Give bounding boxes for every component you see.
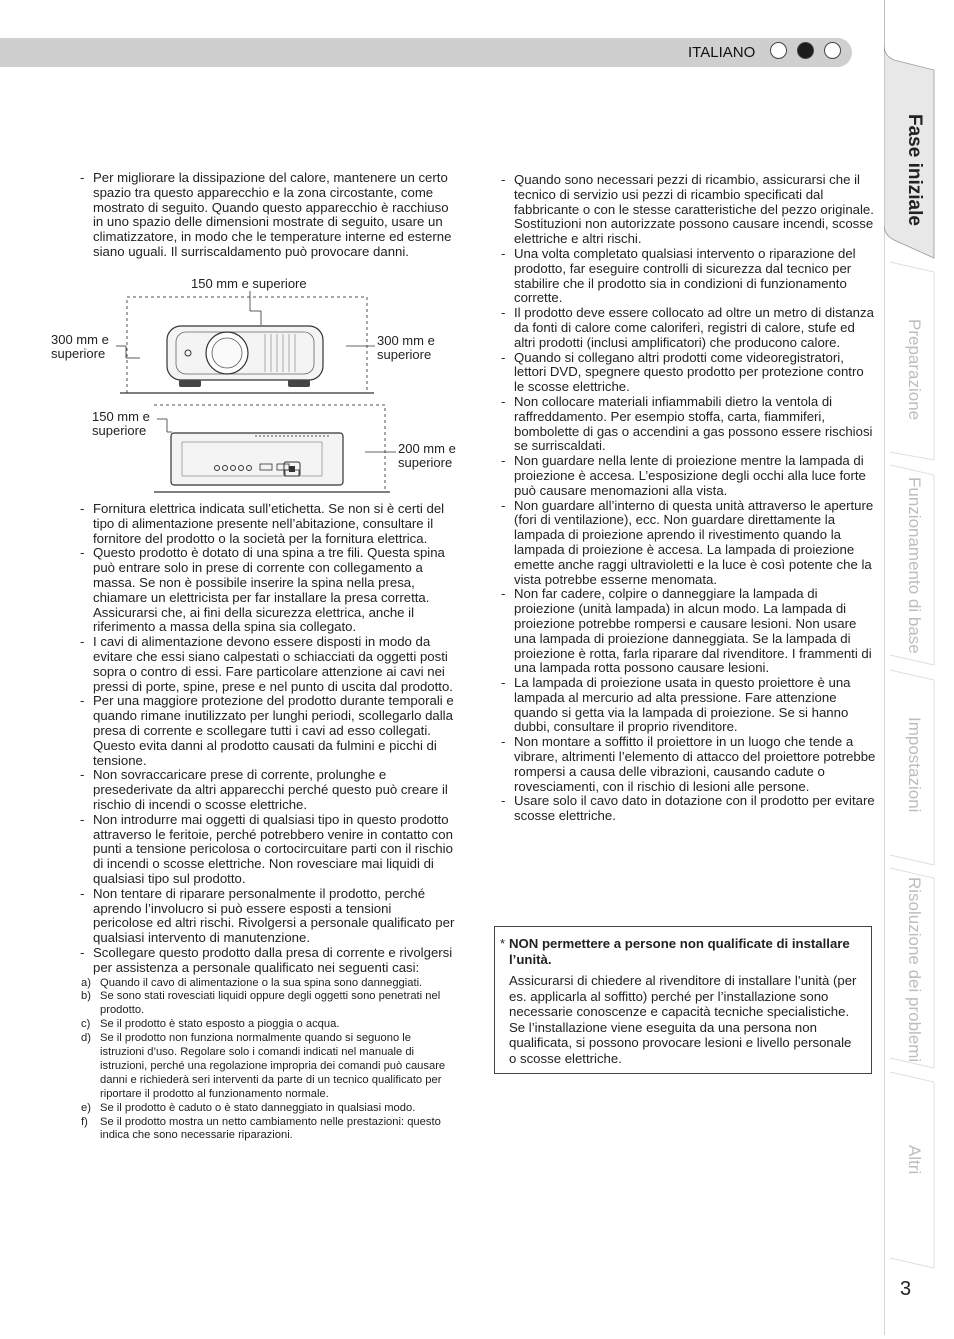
left-column-list xyxy=(77,502,455,1143)
list-item: - Non sovraccaricare prese di corrente, prolunghe e presederivate da altri apparecchi perché questo può creare il rischio di incendi o scosse elettriche. xyxy=(80,767,448,812)
list-item: - Il prodotto deve essere collocato ad oltre un metro di distanza da fonti di calore come caloriferi, registri di calore, stufe ed altri prodotti (inclusi amplificatori) che producono calore. xyxy=(501,305,874,350)
side-right-clearance-label: 200 mm e xyxy=(398,441,456,456)
right-clearance-label: 300 mm e xyxy=(377,333,435,348)
sub-list-item: e) Se il prodotto è caduto o è stato danneggiato in qualsiasi modo. xyxy=(81,1101,416,1114)
sub-list-item: b) Se sono stati rovesciati liquidi oppure degli oggetti sono penetrati nel prodotto. xyxy=(81,990,441,1017)
top-clearance-label: 150 mm e superiore xyxy=(191,276,307,291)
tab-risoluzione-dei-problemi[interactable]: Risoluzione dei problemi xyxy=(905,877,924,1063)
list-item: - Quando sono necessari pezzi di ricambio, assicurarsi che il tecnico di servizio usi pezzi di ricambio specificati dal fabbricante o con le stesse caratteristiche del pezzo originale. Sostituzioni non autorizzate possono causare incendi, scosse elettriche e altri rischi. xyxy=(501,172,874,247)
side-right-clearance-label-2: superiore xyxy=(398,455,453,470)
list-item: - Non guardare all’interno di questa unità attraverso le aperture (fori di ventilazione), ecc. Non guardare direttamente la lampada di proiezione aprendo il rivestimento quando la lampada di proiezione è accesa. La lampada di proiezione emette anche raggi ultravioletti e la luce è così potente che la vista potrebbe esserne menomata. xyxy=(501,497,874,587)
list-item: - Non collocare materiali infiammabili dietro la ventola di raffreddamento. Per esempio stoffa, carta, fiammiferi, bombolette di gas o accendini a gas possono essere rischiosi se surriscaldati. xyxy=(501,393,873,454)
left-clearance-label: 300 mm e xyxy=(51,332,109,347)
section-indicator-circle-active xyxy=(797,42,814,59)
list-item: - Scollegare questo prodotto dalla presa di corrente e rivolgersi per assistenza a personale qualificato nei seguenti casi: xyxy=(80,944,453,975)
section-indicator-circle xyxy=(770,42,787,59)
clearance-diagram xyxy=(40,274,470,500)
list-item: - Usare solo il cavo dato in dotazione con il prodotto per evitare scosse elettriche. xyxy=(501,793,875,824)
right-clearance-label-2: superiore xyxy=(377,347,432,362)
list-item: - Non guardare nella lente di proiezione mentre la lampada di proiezione è accesa. L’esposizione degli occhi alla luce forte può causare menomazioni alla vista. xyxy=(501,453,866,498)
note-marker: * xyxy=(500,936,506,951)
left-clearance-label-2: superiore xyxy=(51,346,106,361)
list-item: - La lampada di proiezione usata in questo proiettore è una lampada al mercurio ad alta pressione. Fare attenzione quando si getta via la lampada di proiezione. Se si hanno dubbi, consultare il proprio rivenditore. xyxy=(501,675,851,735)
installation-warning-box xyxy=(494,926,872,1074)
list-item: - Per una maggiore protezione del prodotto durante temporali e quando rimane inutilizzato per lunghi periodi, scollegarlo dalla presa di corrente e scollegare tutti i cavi ad esso collegati. Questo evita danni al prodotto causati da fulmini e picchi di tensione. xyxy=(80,693,454,768)
tab-funzionamento-di-base[interactable]: Funzionamento di base xyxy=(905,476,924,654)
tab-fase-iniziale[interactable]: Fase iniziale xyxy=(904,114,925,226)
sub-list-item: c) Se il prodotto è stato esposto a pioggia o acqua. xyxy=(81,1018,340,1031)
list-item: - Non montare a soffitto il proiettore in un luogo che tende a vibrare, altrimenti l’elemento di attacco del proiettore potrebbe rompersi a causa delle vibrazioni, causando cadute o rovesciamenti, con il rischio di lesioni alle persone. xyxy=(501,734,876,794)
list-item: - Non tentare di riparare personalmente il prodotto, perché aprendo l’involucro si può essere esposti a tensioni pericolose ed altri rischi. Rivolgersi a personale qualificato per qualsiasi intervento di manutenzione. xyxy=(80,885,455,946)
section-sidebar xyxy=(884,0,954,1339)
sub-list-item: a) Quando il cavo di alimentazione o la sua spina sono danneggiati. xyxy=(81,976,423,989)
list-item: - Quando si collegano altri prodotti come videoregistratori, lettori DVD, spegnere questo prodotto per protezione contro le scosse elettriche. xyxy=(501,349,864,395)
side-top-clearance-label-2: superiore xyxy=(92,423,147,438)
list-item: - Non introdurre mai oggetti di qualsiasi tipo in questo prodotto attraverso le feritoie, perché potrebbero venire in contatto con punti a tensione pericolosa o cortocircuitare parti con il rischio di incendi o scosse elettriche. Non rovesciare mai liquidi di qualsiasi tipo sul prodotto. xyxy=(80,811,453,886)
tab-impostazioni[interactable]: Impostazioni xyxy=(905,717,924,813)
list-item: - Una volta completato qualsiasi intervento o riparazione del prodotto, far eseguire controlli di sicurezza dal tecnico per stabilire che il prodotto sia in condizioni di funzionamento corrette. xyxy=(501,245,856,306)
section-indicator-circle xyxy=(824,42,841,59)
sub-list-item: f) Se il prodotto mostra un netto cambiamento nelle prestazioni: questo indica che sono necessarie riparazioni. xyxy=(81,1115,441,1142)
sub-list-item: d) Se il prodotto non funziona normalmente quando si seguono le istruzioni d’uso. Regolare solo i comandi indicati nel manuale di istruzioni, perché una regolazione impropria dei comandi può causare danni e richiederà seri interventi da parte di un tecnico qualificato per riportare il prodotto al funzionamento normale. xyxy=(81,1032,446,1100)
list-item: - I cavi di alimentazione devono essere disposti in modo da evitare che essi siano calpestati o schiacciati da oggetti posti sopra o contro di essi. Fare particolare attenzione ai cavi nei pressi di porte, spine, prese e nel punto di uscita dal prodotto. xyxy=(80,634,453,694)
list-item: - Questo prodotto è dotato di una spina a tre fili. Questa spina può entrare solo in prese di corrente con collegamento a massa. Se non è possibile inserire la spina nella presa, chiamare un elettricista per far installare la presa corretta. Assicurarsi che, ai fini della sicurezza elettrica, anche il riferimento a massa della spina sia collegato. xyxy=(80,545,445,635)
note-title: NON permettere a persone non qualificate di installare l’unità. xyxy=(509,936,850,967)
left-column-intro: - Per migliorare la dissipazione del calore, mantenere un certo spazio tra questo apparecchio e la zona circostante, come mostrato di seguito. Quando questo apparecchio è racchiuso in uno spazio delle dimensioni mostrate di seguito, usare un climatizzatore, in modo che le temperature interne ed esterne siano uguali. Il surriscaldamento può provocare danni. xyxy=(80,170,452,259)
list-item: - Fornitura elettrica indicata sull’etichetta. Se non si è certi del tipo di alimentazione presente nell’abitazione, consultare il fornitore del prodotto o la società per la fornitura elettrica. xyxy=(80,501,445,546)
page-number: 3 xyxy=(900,1278,912,1300)
side-top-clearance-label: 150 mm e xyxy=(92,409,150,424)
tab-preparazione[interactable]: Preparazione xyxy=(905,319,924,421)
tab-altri[interactable]: Altri xyxy=(905,1145,924,1175)
list-item: - Non far cadere, colpire o danneggiare la lampada di proiezione (unità lampada) in alcun modo. La lampada di proiezione potrebbe rompersi e causare lesioni. Non usare una lampada di proiezione danneggiata. Se la lampada di proiezione è rotta, farla riparare dal rivenditore. I frammenti di una lampada rotta possono causare lesioni. xyxy=(501,586,872,676)
right-column-list xyxy=(498,173,876,824)
language-label: ITALIANO xyxy=(688,44,756,61)
intro-text: Per migliorare la dissipazione del calore, mantenere un certo spazio tra questo apparecchio e la zona circostante, come mostrato di seguito. Quando questo apparecchio è racchiuso in uno spazio delle dimensioni mostrate di seguito, usare un climatizzatore, in modo che le temperature interne ed esterne siano uguali. Il surriscaldamento può provocare danni. xyxy=(93,170,452,259)
note-body: Assicurarsi di chiedere al rivenditore di installare l’unità (per es. applicarla al soffitto) perché per l’installazione sono necessarie conoscenze e capacità tecniche specialistiche. Se l’installazione viene eseguita da una persona non qualificata, si possono provocare lesioni e livello personale o scosse elettriche. xyxy=(509,973,857,1066)
